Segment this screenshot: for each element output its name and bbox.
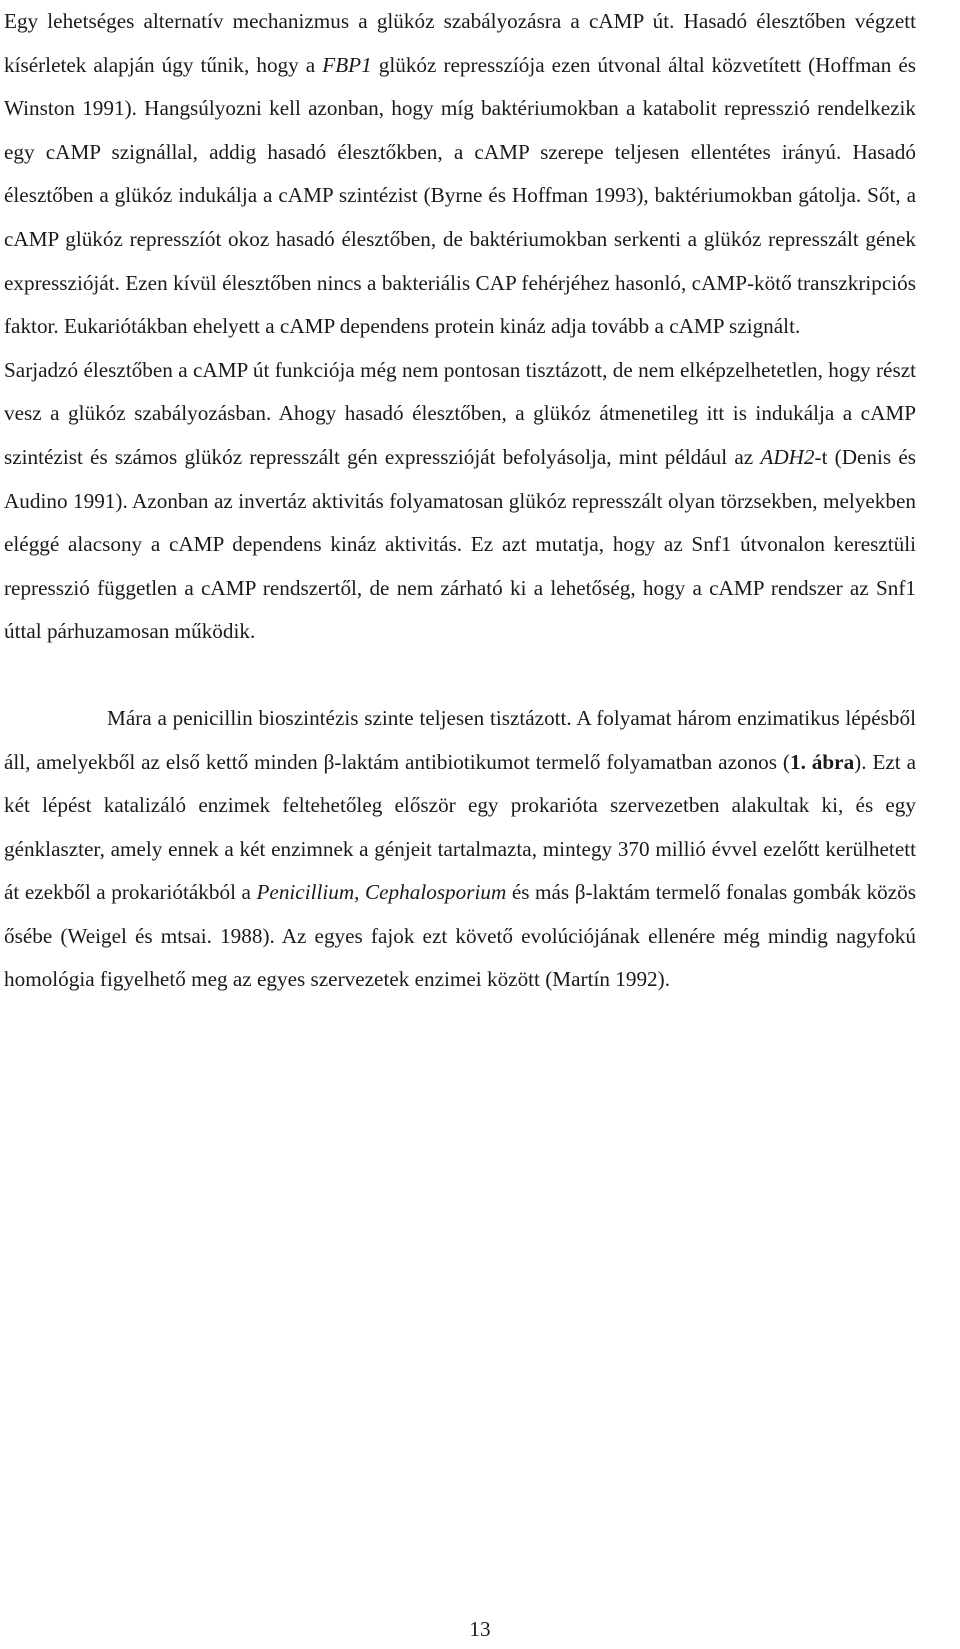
text-run: ). Ezt a két lépést katalizáló enzimek feltehetőleg először egy prokarióta szervezetben alakultak ki, és egy génklaszter, amely ennek a két enzimnek a génjeit tartalmazta, mintegy 370 millió évvel ezelőtt kerülhetett át ezekből a prokariótákból a [4, 749, 916, 905]
page-number: 13 [469, 1617, 491, 1641]
text-run: és más β-laktám termelő fonalas gombák közös ősébe (Weigel és mtsai. 1988). Az egyes fajok ezt követő evolúciójának ellenére még mindig nagyfokú homológia figyelhető meg az egyes szervezetek enzimei között (Martín 1992). [4, 880, 917, 992]
text-run: -t (Denis és Audino 1991). Azonban az invertáz aktivitás folyamatosan glükóz represszált olyan törzsekben, melyekben eléggé alacsony a cAMP dependens kináz aktivitás. Ez azt mutatja, hogy az Snf1 útvonalon keresztüli represszió független a cAMP rendszertől, de nem zárható ki a lehetőség, hogy a cAMP rendszer az Snf1 úttal párhuzamosan működik. [4, 444, 916, 644]
italic-term: Penicillium [256, 880, 355, 905]
body-text [4, 0, 916, 1002]
paragraph-gap [4, 654, 916, 697]
text-run: Sarjadzó élesztőben a cAMP út funkciója még nem pontosan tisztázott, de nem elképzelhetetlen, hogy részt vesz a glükóz szabályozásban. Ahogy hasadó élesztőben, a glükóz átmenetileg itt is indukálja a cAMP szintézist és számos glükóz represszált gén expresszióját befolyásolja, mint például az [4, 357, 916, 469]
italic-term: ADH2 [760, 444, 815, 469]
figure-reference: 1. ábra [789, 749, 855, 774]
italic-term: FBP1 [322, 52, 372, 77]
text-run: glükóz represszíója ezen útvonal által közvetített (Hoffman és Winston 1991). Hangsúlyozni kell azonban, hogy míg baktériumokban a katabolit represszió rendelkezik egy cAMP szignállal, addig hasadó élesztőkben, a cAMP szerepe teljesen ellentétes irányú. Hasadó élesztőben a glükóz indukálja a cAMP szintézist (Byrne és Hoffman 1993), baktériumokban gátolja. Sőt, a cAMP glükóz represszíót okoz hasadó élesztőben, de baktériumokban serkenti a glükóz represszált gének expresszióját. Ezen kívül élesztőben nincs a bakteriális CAP fehérjéhez hasonló, cAMP-kötő transzkripciós faktor. Eukariótákban ehelyett a cAMP dependens protein kináz adja tovább a cAMP szignált. [4, 52, 917, 339]
paragraph [4, 0, 916, 349]
text-run: Mára a penicillin bioszintézis szinte teljesen tisztázott. A folyamat három enzimatikus lépésből áll, amelyekből az első kettő minden β-laktám antibiotikumot termelő folyamatban azonos ( [4, 705, 916, 774]
text-run: Egy lehetséges alternatív mechanizmus a glükóz szabályozásra a cAMP út. Hasadó élesztőben végzett kísérletek alapján úgy tűnik, hogy a [4, 9, 916, 77]
paragraph [4, 349, 916, 654]
text-run: , [354, 880, 366, 905]
italic-term: Cephalosporium [365, 880, 507, 905]
paragraph [4, 697, 916, 1002]
